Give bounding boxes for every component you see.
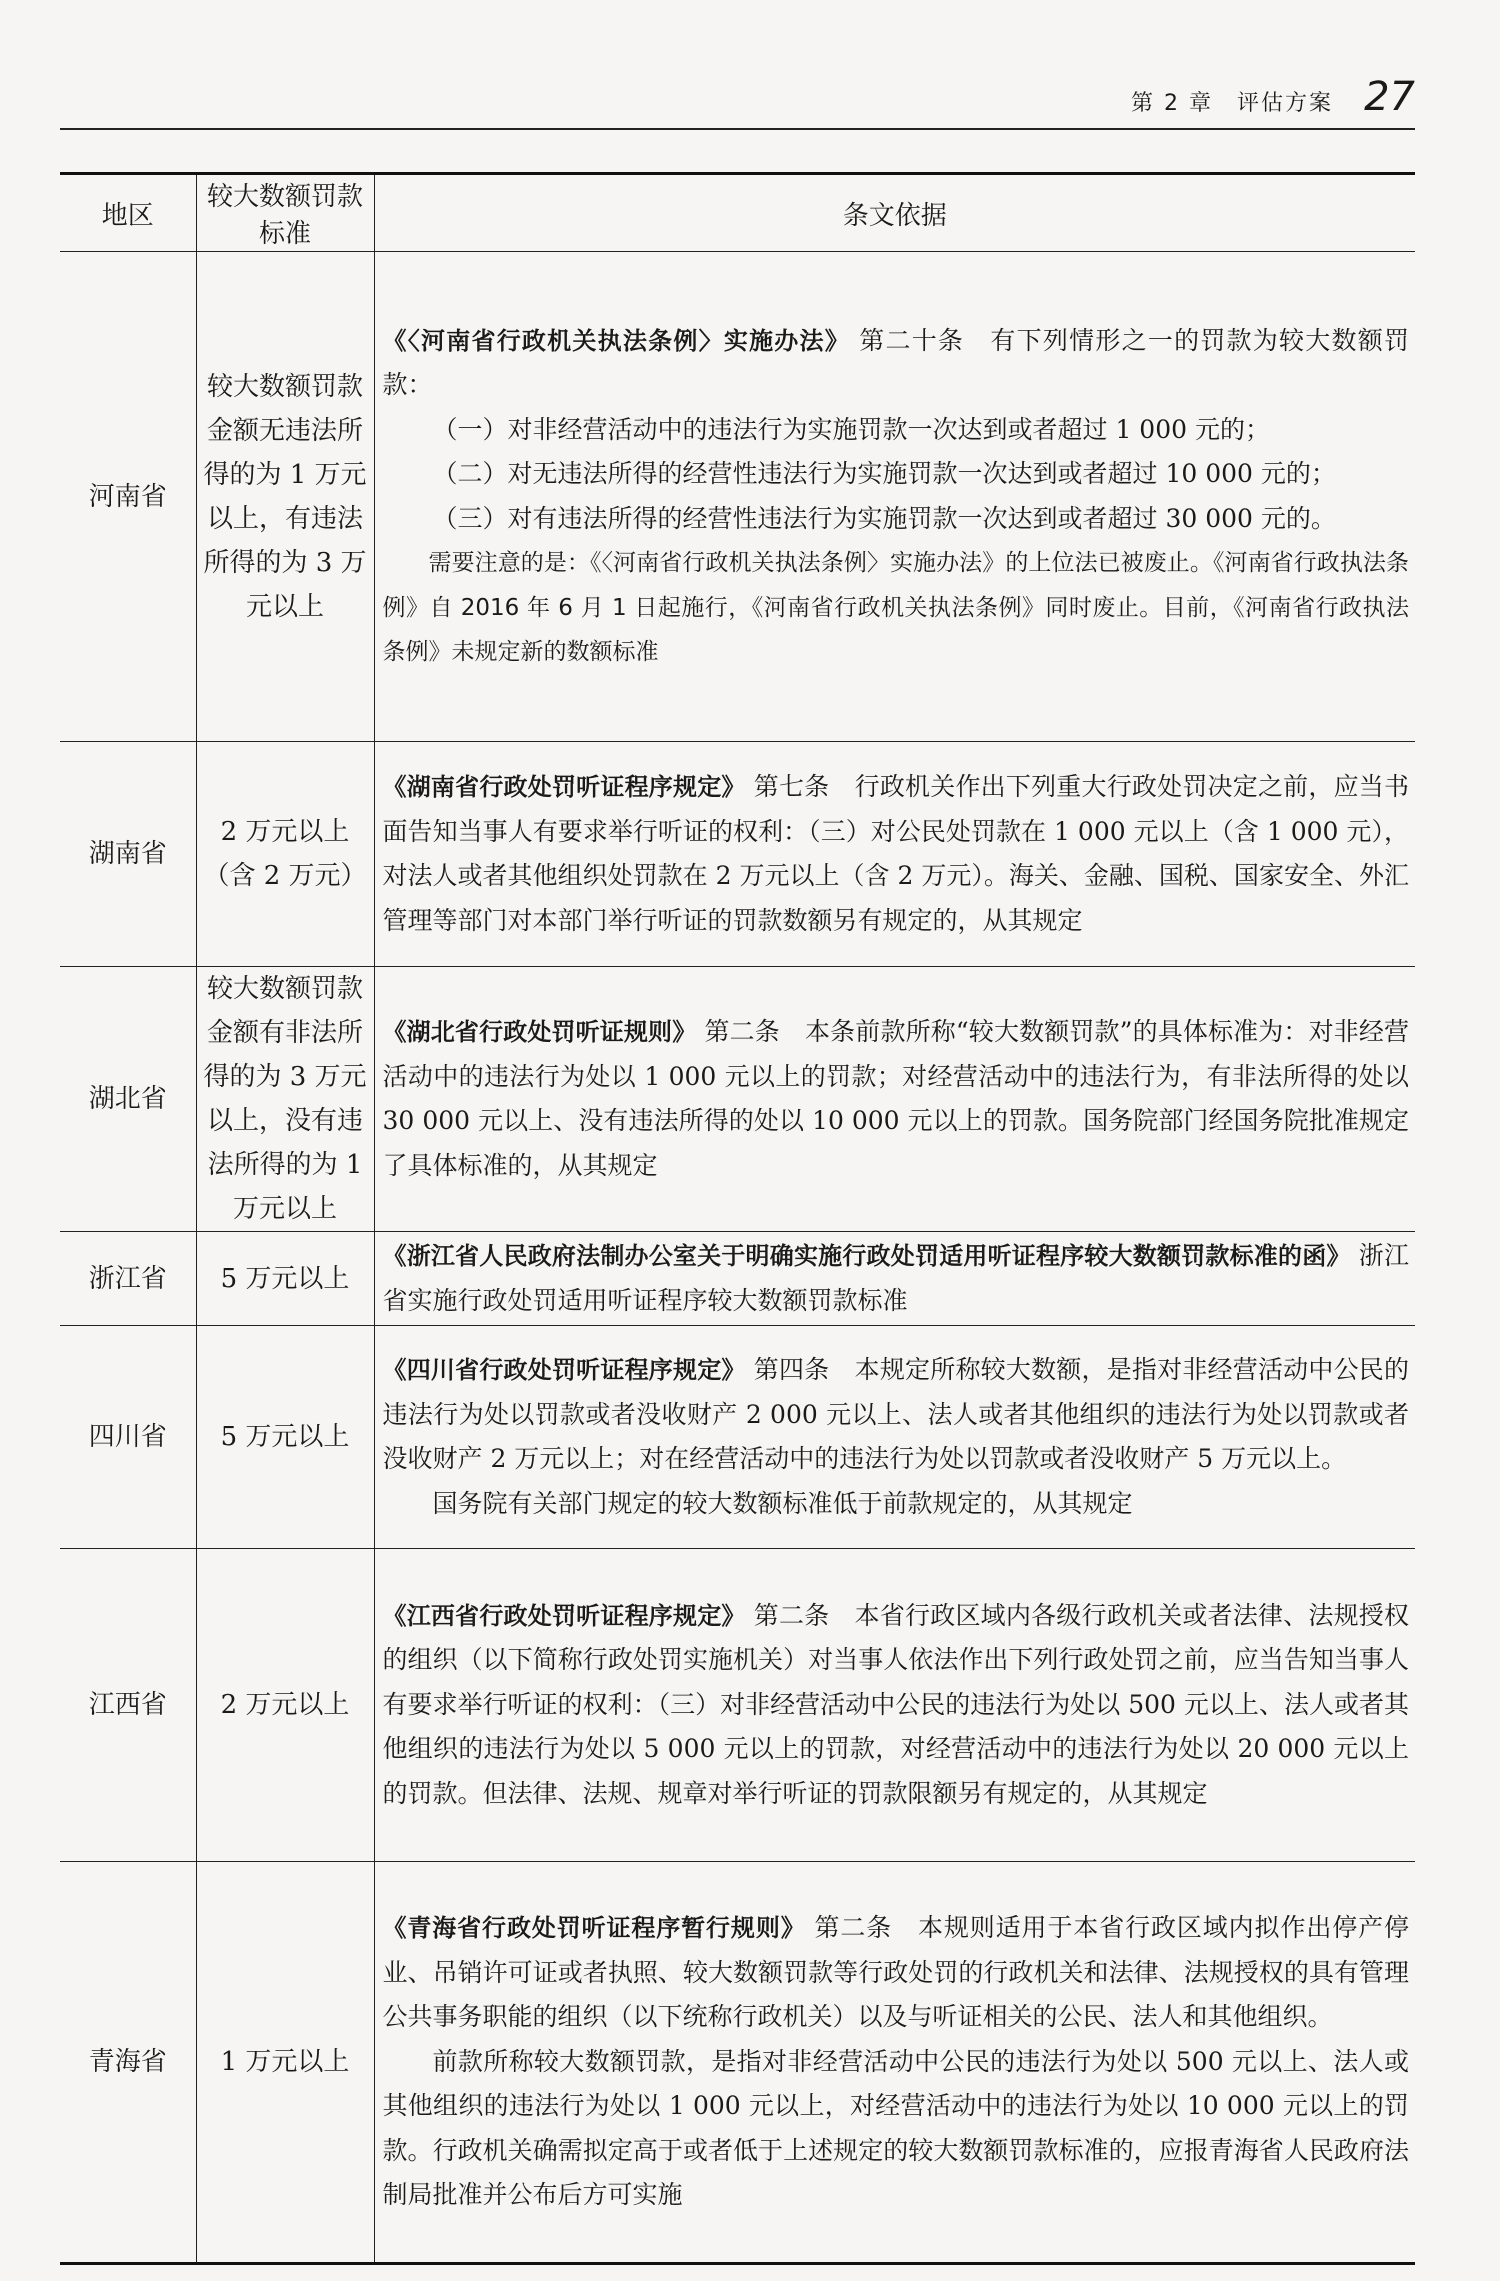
region-cell: 青海省 <box>60 1862 196 2264</box>
region-cell: 江西省 <box>60 1549 196 1862</box>
standard-cell: 较大数额罚款金额有非法所得的为 3 万元以上，没有违法所得的为 1 万元以上 <box>196 967 374 1232</box>
basis-text: 第二十条 有下列情形之一的罚款为较大数额罚款： <box>382 325 1409 399</box>
region-cell: 湖南省 <box>60 742 196 967</box>
column-header-standard: 较大数额罚款标准 <box>196 174 374 252</box>
basis-title: 《浙江省人民政府法制办公室关于明确实施行政处罚适用听证程序较大数额罚款标准的函》 <box>382 1242 1351 1270</box>
basis-extra: 前款所称较大数额罚款，是指对非经营活动中公民的违法行为处以 500 元以上、法人或其他组织的违法行为处以 1 000 元以上，对经营活动中的违法行为处以 10 000 元以上的罚款。行政机关确需拟定高于或者低于上述规定的较大数额罚款标准的，应报青海省人民政府法制局批准并公布后方可实施 <box>382 2046 1409 2210</box>
basis-extra: 国务院有关部门规定的较大数额标准低于前款规定的，从其规定 <box>432 1488 1133 1518</box>
table-header-row <box>60 174 1415 252</box>
chapter-title: 第 2 章 评估方案 <box>1131 91 1333 116</box>
table-row <box>60 252 1415 742</box>
basis-title: 《青海省行政处罚听证程序暂行规则》 <box>382 1914 806 1943</box>
basis-title: 《四川省行政处罚听证程序规定》 <box>382 1356 746 1384</box>
basis-cell <box>374 1232 1415 1326</box>
basis-text: 第四条 本规定所称较大数额，是指对非经营活动中公民的违法行为处以罚款或者没收财产 2 000 元以上、法人或者其他组织的违法行为处以罚款或者没收财产 2 万元以上；对在经营活动中的违法行为处以罚款或者没收财产 5 万元以上。 <box>382 1355 1409 1473</box>
basis-item: （二）对无违法所得的经营性违法行为实施罚款一次达到或者超过 10 000 元的； <box>432 459 1336 488</box>
standard-cell: 2 万元以上 <box>196 1549 374 1862</box>
basis-cell <box>374 1326 1415 1549</box>
basis-cell <box>374 1862 1415 2264</box>
table-row <box>60 742 1415 967</box>
basis-text: 第七条 行政机关作出下列重大行政处罚决定之前，应当书面告知当事人有要求举行听证的权利：（三）对公民处罚款在 1 000 元以上（含 1 000 元），对法人或者其他组织处罚款在 2 万元以上（含 2 万元）。海关、金融、国税、国家安全、外汇管理等部门对本部门举行听证的罚款数额另有规定的，从其规定 <box>382 772 1409 935</box>
table-row <box>60 1326 1415 1549</box>
standard-cell: 2 万元以上（含 2 万元） <box>196 742 374 967</box>
basis-title: 《湖北省行政处罚听证规则》 <box>382 1018 697 1046</box>
basis-cell <box>374 252 1415 742</box>
table-row <box>60 1232 1415 1326</box>
basis-title: 《湖南省行政处罚听证程序规定》 <box>382 773 746 801</box>
basis-cell <box>374 742 1415 967</box>
basis-text: 第二条 本规则适用于本省行政区域内拟作出停产停业、吊销许可证或者执照、较大数额罚款等行政处罚的行政机关和法律、法规授权的具有管理公共事务职能的组织（以下统称行政机关）以及与听证相关的公民、法人和其他组织。 <box>382 1913 1409 2032</box>
penalty-standards-table <box>60 172 1415 2265</box>
column-header-region: 地区 <box>60 174 196 252</box>
basis-item: （一）对非经营活动中的违法行为实施罚款一次达到或者超过 1 000 元的； <box>432 414 1270 444</box>
page-number: 27 <box>1364 74 1415 120</box>
page-header <box>60 72 1415 130</box>
basis-text: 第二条 本条前款所称“较大数额罚款”的具体标准为：对非经营活动中的违法行为处以 1 000 元以上的罚款；对经营活动中的违法行为，有非法所得的处以 30 000 元以上、没有违法所得的处以 10 000 元以上的罚款。国务院部门经国务院批准规定了具体标准的，从其规定 <box>382 1017 1409 1180</box>
region-cell: 湖北省 <box>60 967 196 1232</box>
standard-cell: 5 万元以上 <box>196 1326 374 1549</box>
basis-cell <box>374 1549 1415 1862</box>
basis-title: 《〈河南省行政机关执法条例〉实施办法》 <box>382 326 851 355</box>
table-row <box>60 967 1415 1232</box>
basis-title: 《江西省行政处罚听证程序规定》 <box>382 1601 746 1630</box>
basis-note: 需要注意的是：《〈河南省行政机关执法条例〉实施办法》的上位法已被废止。《河南省行政执法条例》自 2016 年 6 月 1 日起施行，《河南省行政机关执法条例》同时废止。目前，《河南省行政执法条例》未规定新的数额标准 <box>382 550 1409 665</box>
standard-cell: 5 万元以上 <box>196 1232 374 1326</box>
basis-text: 第二条 本省行政区域内各级行政机关或者法律、法规授权的组织（以下简称行政处罚实施机关）对当事人依法作出下列行政处罚之前，应当告知当事人有要求举行听证的权利：（三）对非经营活动中公民的违法行为处以 500 元以上、法人或者其他组织的违法行为处以 5 000 元以上的罚款，对经营活动中的违法行为处以 20 000 元以上的罚款。但法律、法规、规章对举行听证的罚款限额另有规定的，从其规定 <box>382 1600 1409 1808</box>
table-row <box>60 1862 1415 2264</box>
basis-cell <box>374 967 1415 1232</box>
region-cell: 四川省 <box>60 1326 196 1549</box>
region-cell: 浙江省 <box>60 1232 196 1326</box>
region-cell: 河南省 <box>60 252 196 742</box>
basis-item: （三）对有违法所得的经营性违法行为实施罚款一次达到或者超过 30 000 元的。 <box>432 503 1336 533</box>
standard-cell: 较大数额罚款金额无违法所得的为 1 万元以上，有违法所得的为 3 万元以上 <box>196 252 374 742</box>
table-row <box>60 1549 1415 1862</box>
column-header-basis: 条文依据 <box>374 174 1415 252</box>
basis-text: 浙江省实施行政处罚适用听证程序较大数额罚款标准 <box>382 1241 1409 1315</box>
standard-cell: 1 万元以上 <box>196 1862 374 2264</box>
